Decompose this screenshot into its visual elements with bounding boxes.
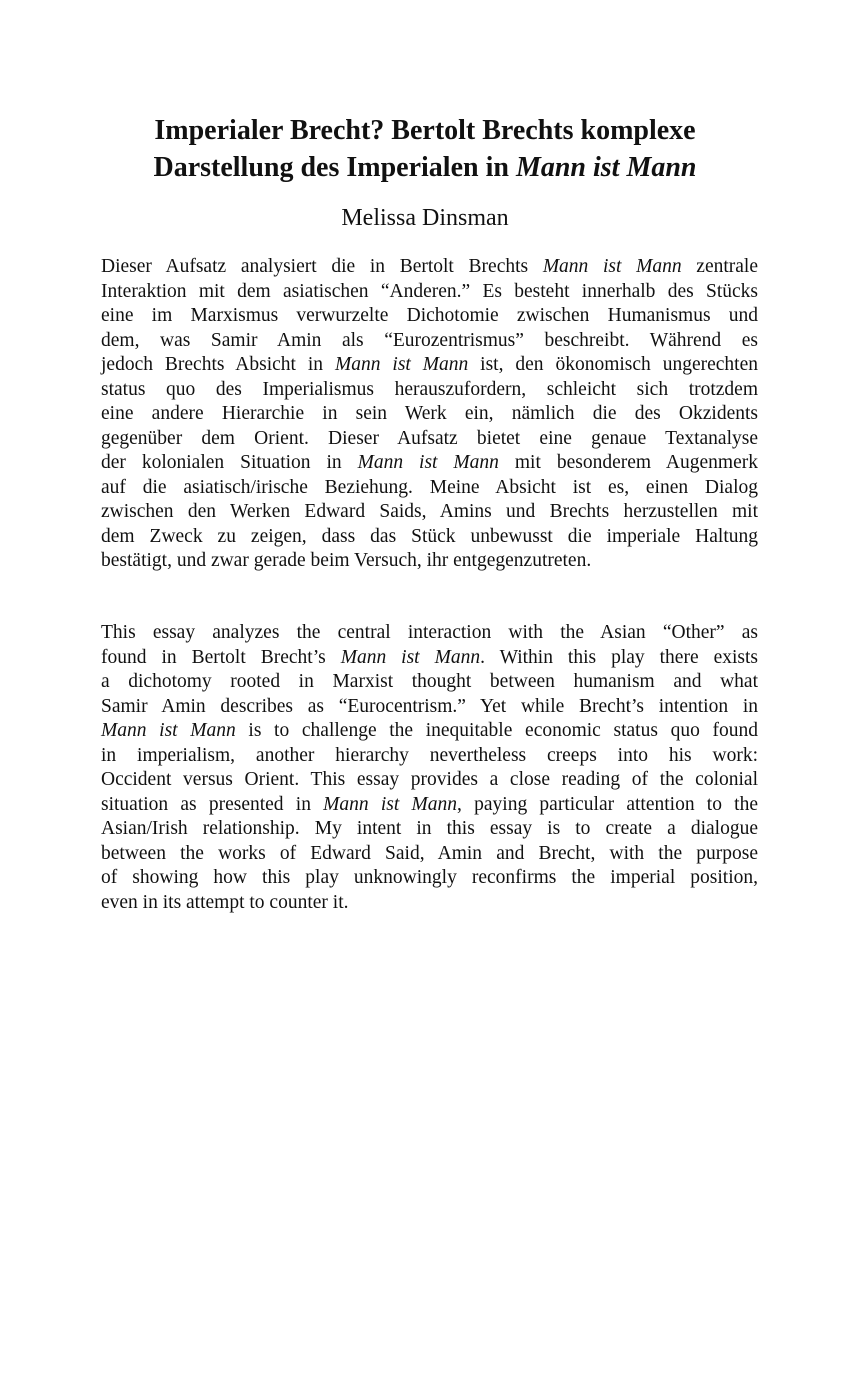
abstract-text: Dieser Aufsatz analysiert die in Bertolt Brechts [101,256,543,277]
abstract-line [101,621,758,646]
abstract-text: situation as presented in [101,793,324,815]
abstract-text: mit besonderem Augenmerk [498,452,758,473]
abstract-text: Occident versus Orient. This essay provides a close reading of the colonial [101,769,758,790]
abstract-line [101,549,758,574]
abstract-line [101,744,758,769]
abstract-text: , paying particular attention to the [457,793,758,815]
abstract-line [101,817,758,842]
title-line-2 [60,149,790,186]
play-title-italic: Mann ist Mann [101,720,236,741]
title-play-name: Mann ist Mann [515,152,697,183]
abstract-line [101,793,758,818]
abstract-text: This essay analyzes the central interaction with the Asian “Other” as [101,622,758,643]
abstract-line [101,378,758,403]
abstract-english [101,621,758,915]
play-title-italic: Mann ist Mann [340,646,481,668]
article-title [60,112,790,186]
abstract-text: eine andere Hierarchie in sein Werk ein, nämlich die des Okzidents [101,403,758,424]
abstract-text: even in its attempt to counter it. [101,891,349,913]
abstract-text: a dichotomy rooted in Marxist thought between humanism and what [101,671,758,692]
abstract-text: gegenüber dem Orient. Dieser Aufsatz bietet eine genaue Textanalyse [101,427,758,449]
play-title-italic: Mann ist Mann [323,793,458,815]
abstract-text: zwischen den Werken Edward Saids, Amins und Brechts herzustellen mit [101,501,758,522]
abstract-line [101,670,758,695]
abstract-line [101,842,758,867]
abstract-line [101,500,758,525]
abstract-text: found in Bertolt Brecht’s [101,646,341,668]
abstract-line [101,427,758,452]
play-title-italic: Mann ist Mann [334,354,469,375]
abstract-text: jedoch Brechts Absicht in [101,354,335,375]
abstract-line [101,304,758,329]
play-title-italic: Mann ist Mann [357,452,499,473]
abstract-text: status quo des Imperialismus herauszufordern, schleicht sich trotzdem [101,378,758,400]
abstract-text: bestätigt, und zwar gerade beim Versuch, ihr entgegenzutreten. [101,550,592,571]
abstract-text: eine im Marxismus verwurzelte Dichotomie zwischen Humanismus und [101,305,758,326]
title-line-2-text: Darstellung des Imperialen in [153,152,516,183]
abstract-line [101,719,758,744]
abstract-text: Samir Amin describes as “Eurocentrism.” Yet while Brecht’s intention in [101,695,758,717]
abstract-text: in imperialism, another hierarchy nevertheless creeps into his work: [101,744,758,766]
abstract-line [101,353,758,378]
abstract-text: dem Zweck zu zeigen, dass das Stück unbewusst die imperiale Haltung [101,525,758,547]
abstract-text: auf die asiatisch/irische Beziehung. Meine Absicht ist es, einen Dialog [101,476,758,498]
title-line-1: Imperialer Brecht? Bertolt Brechts komplexe [154,115,696,146]
abstract-line [101,255,758,280]
abstract-line [101,451,758,476]
abstract-line [101,476,758,501]
abstract-text: . Within this play there exists [480,646,758,668]
abstract-line [101,695,758,720]
abstract-text: zentrale [681,256,758,277]
abstract-text: Interaktion mit dem asiatischen “Anderen.” Es besteht innerhalb des Stücks [101,280,758,302]
abstract-text: Asian/Irish relationship. My intent in this essay is to create a dialogue [101,818,758,839]
abstract-line [101,768,758,793]
abstract-line [101,646,758,671]
abstract-text: of showing how this play unknowingly reconfirms the imperial position, [101,867,758,888]
author-name: Melissa Dinsman [341,205,509,231]
abstract-text: dem, was Samir Amin als “Eurozentrismus” beschreibt. Während es [101,329,758,351]
abstract-line [101,891,758,916]
abstract-line [101,402,758,427]
abstract-line [101,329,758,354]
abstract-german [101,255,758,574]
play-title-italic: Mann ist Mann [542,256,682,277]
abstract-text: is to challenge the inequitable economic status quo found [235,720,758,741]
abstract-text: ist, den ökonomisch ungerechten [468,354,758,375]
abstract-line [101,866,758,891]
abstract-line [101,280,758,305]
abstract-text: between the works of Edward Said, Amin and Brecht, with the purpose [101,842,758,864]
abstract-text: der kolonialen Situation in [101,452,358,473]
abstract-line [101,525,758,550]
